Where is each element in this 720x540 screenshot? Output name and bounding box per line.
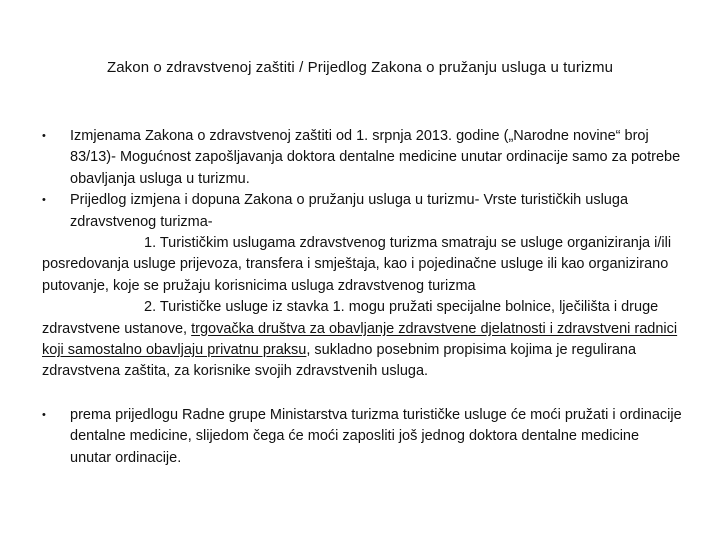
bullet-item — [42, 405, 682, 469]
bullet-dot-icon: • — [42, 130, 46, 142]
paragraph-1-text: 1. Turističkim uslugama zdravstvenog turizma smatraju se usluge organiziranja i/ili posredovanja usluge prijevoza, transfera i smještaja, kao i pojedinačne usluge ili kao organizirano putovanje, koje se pružaju korisnicima usluga zdravstvenog turizma — [42, 235, 672, 294]
bullet-dot-icon: • — [42, 194, 46, 207]
bullet-text: Prijedlog izmjena i dopuna Zakona o pružanju usluga u turizmu- Vrste turističkih usluga zdravstvenog turizma- — [70, 192, 629, 230]
bullet-dot-icon: • — [42, 408, 46, 421]
bullet-item — [42, 126, 682, 190]
slide-title: Zakon o zdravstvenoj zaštiti / Prijedlog Zakona o pružanju usluga u turizmu — [106, 59, 614, 76]
slide-body — [42, 126, 682, 469]
bullet-text: prema prijedlogu Radne grupe Ministarstva turizma turističke usluge će moći pružati i ordinacije dentalne medicine, slijedom čega će moći zaposliti još jednog doktora dentalne medicine unutar ordinacije. — [70, 406, 682, 466]
paragraph-2-underlined: trgovačka društva za obavljanje zdravstvene djelatnosti i zdravstveni radnici koji samostalno obavljaju privatnu praksu — [42, 320, 678, 359]
bullet-item — [42, 190, 682, 233]
paragraph-2-after: , sukladno posebnim propisima kojima je regulirana zdravstvena zaštita, za korisnike svojih zdravstvenih usluga. — [42, 342, 637, 380]
bullet-text: Izmjenama Zakona o zdravstvenoj zaštiti od 1. srpnja 2013. godine („Narodne novine“ broj 83/13)- Mogućnost zapošljavanja doktora dentalne medicine unutar ordinacije samo za potrebe obavljanja usluga u turizmu. — [70, 128, 681, 187]
paragraph-1 — [42, 233, 682, 297]
paragraph-2-before: 2. Turističke usluge iz stavka 1. mogu pružati specijalne bolnice, lječilišta i druge zdravstvene ustanove, — [42, 299, 659, 337]
paragraph-2 — [42, 297, 682, 383]
spacer — [42, 383, 682, 405]
